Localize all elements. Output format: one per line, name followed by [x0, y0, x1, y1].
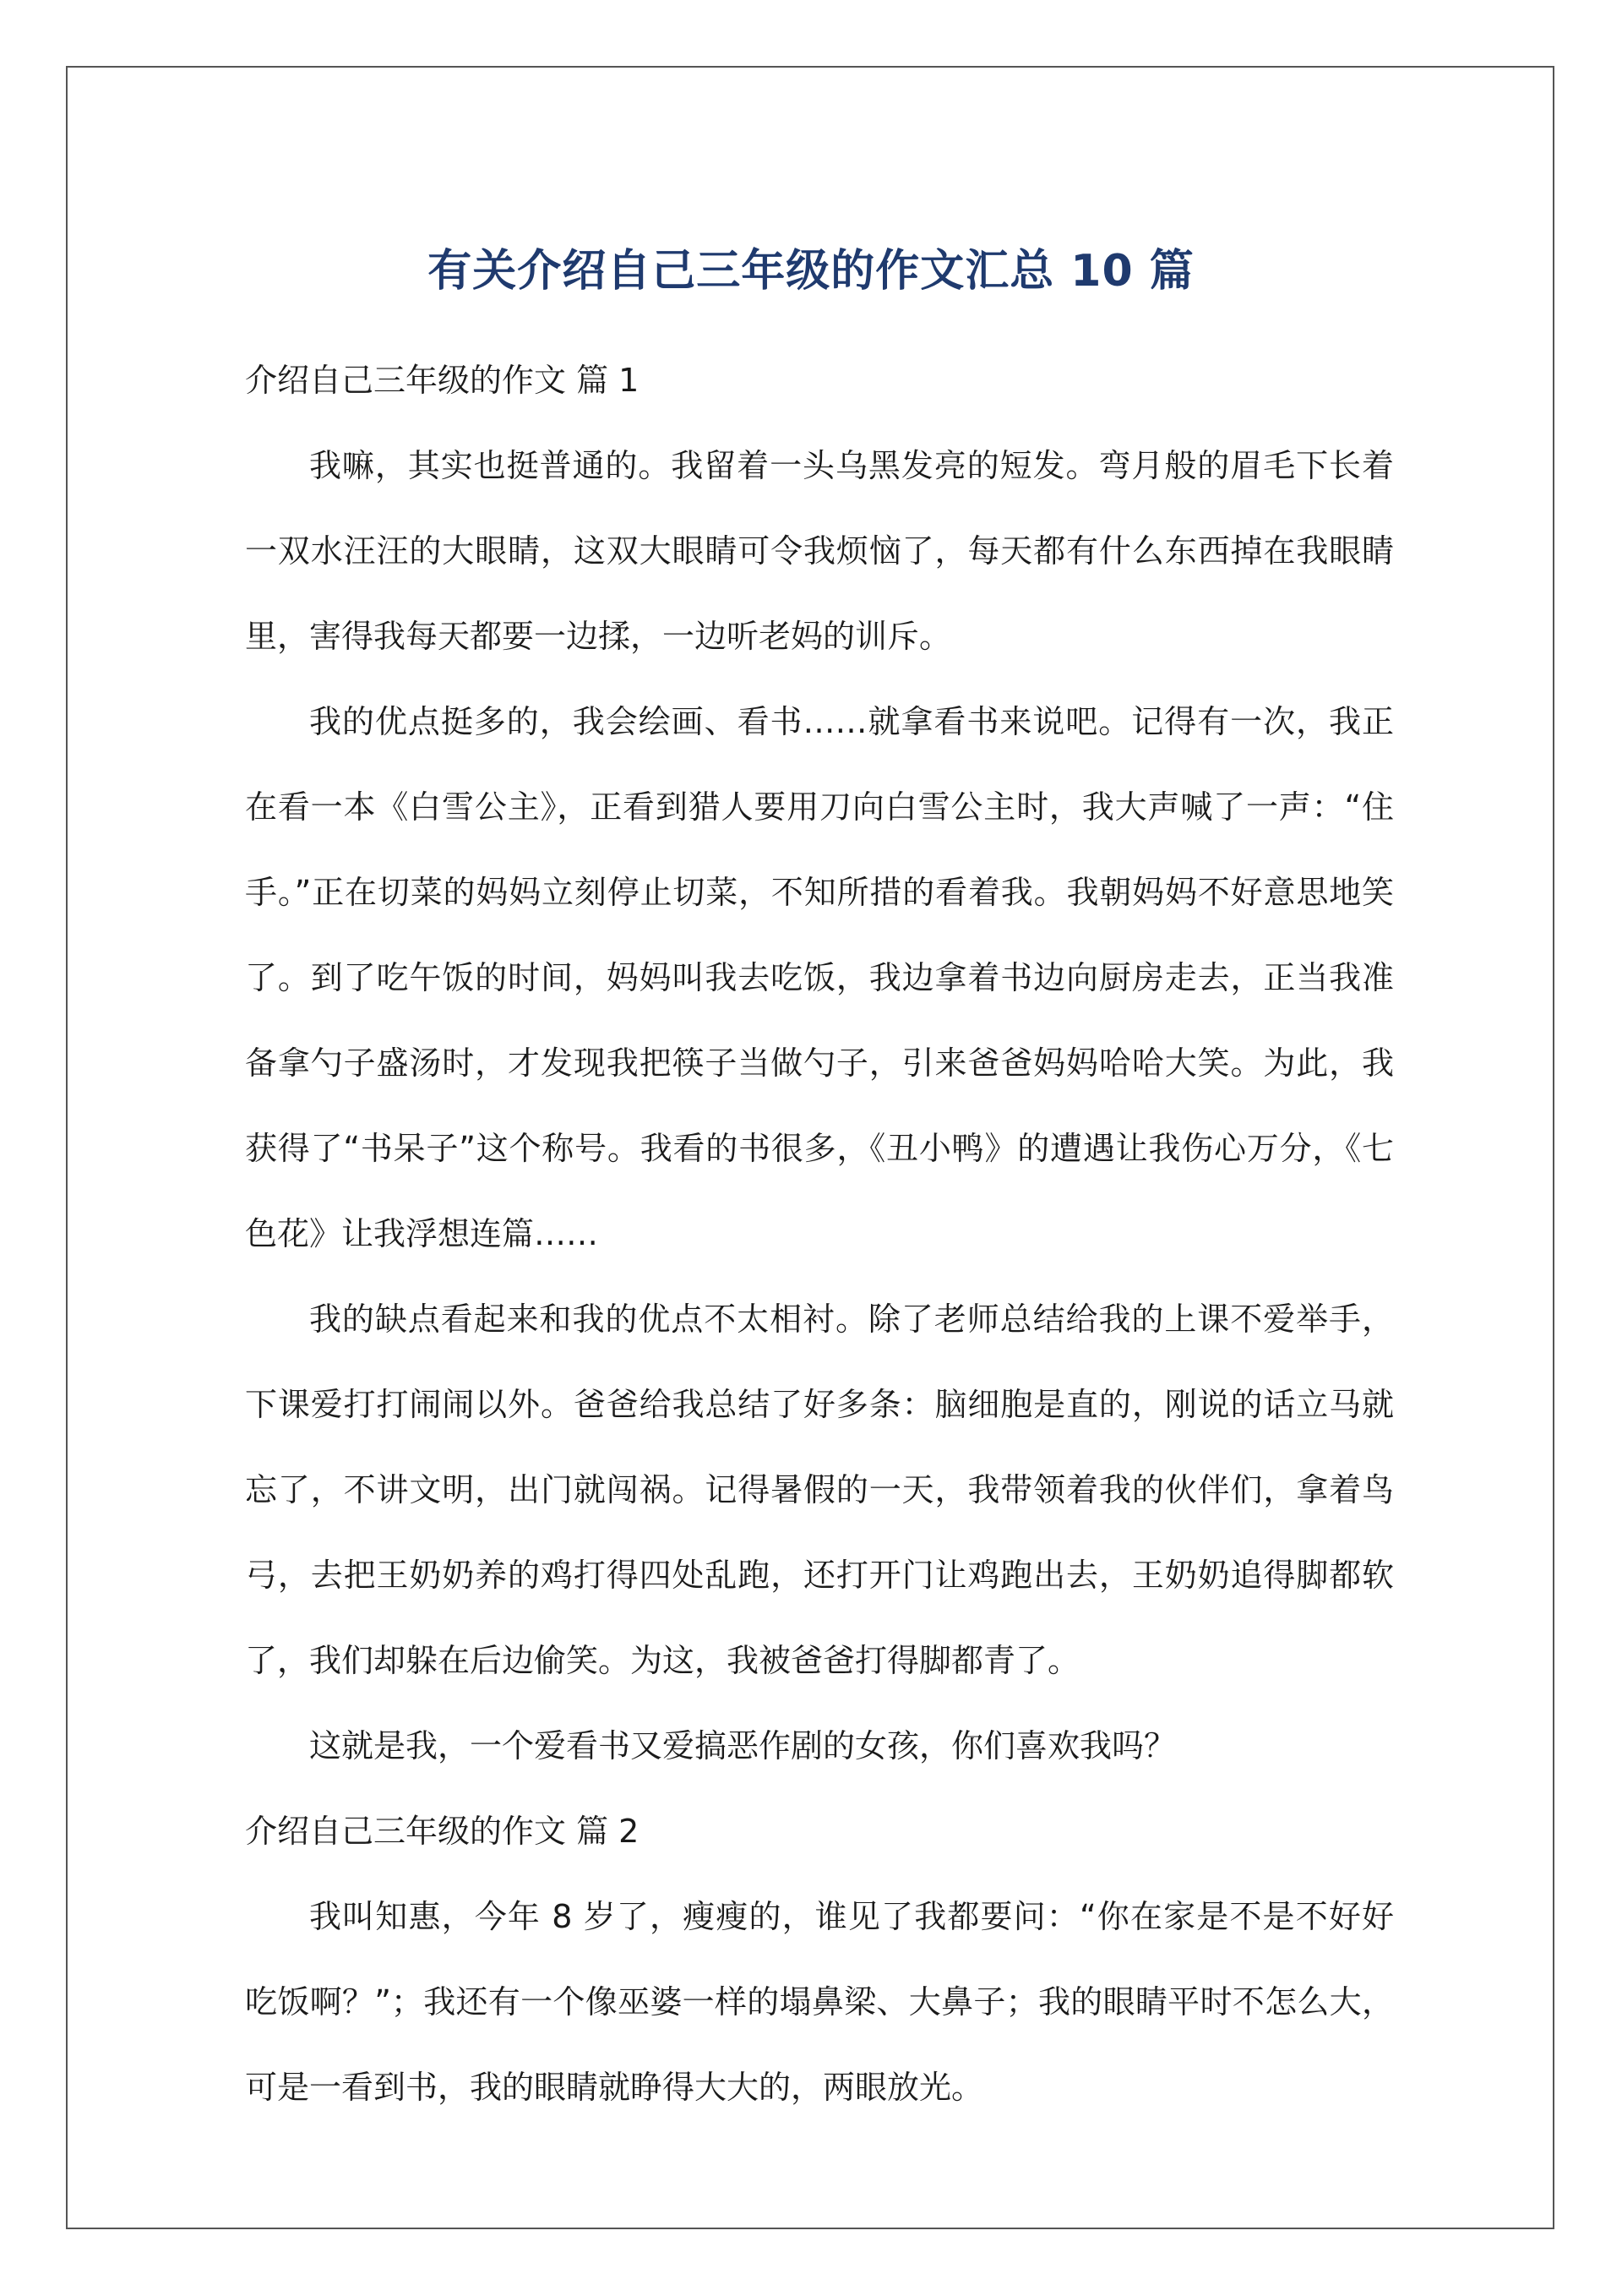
paragraph: 我叫知惠，今年 8 岁了，瘦瘦的，谁见了我都要问：“你在家是不是不好好吃饭啊？”；我还有一个像巫婆一样的塌鼻梁、大鼻子；我的眼睛平时不怎么大，可是一看到书，我的眼睛就睁得大大的，两眼放光。	[245, 1898, 1394, 2106]
document-title: 有关介绍自己三年级的作文汇总 10 篇	[427, 245, 1195, 297]
paragraph: 我嘛，其实也挺普通的。我留着一头乌黑发亮的短发。弯月般的眉毛下长着一双水汪汪的大眼睛，这双大眼睛可令我烦恼了，每天都有什么东西掉在我眼睛里，害得我每天都要一边揉，一边听老妈的训斥。	[245, 447, 1394, 655]
paragraph: 这就是我，一个爱看书又爱搞恶作剧的女孩，你们喜欢我吗？	[309, 1727, 1177, 1764]
section-heading: 介绍自己三年级的作文 篇 1	[245, 362, 640, 399]
document-body	[245, 338, 1394, 2130]
paragraph: 我的优点挺多的，我会绘画、看书……就拿看书来说吧。记得有一次，我正在看一本《白雪公主》，正看到猎人要用刀向白雪公主时，我大声喊了一声：“住手。”正在切菜的妈妈立刻停止切菜，不知所措的看着我。我朝妈妈不好意思地笑了。到了吃午饭的时间，妈妈叫我去吃饭，我边拿着书边向厨房走去，正当我准备拿勺子盛汤时，才发现我把筷子当做勺子，引来爸爸妈妈哈哈大笑。为此，我获得了“书呆子”这个称号。我看的书很多，《丑小鸭》的遭遇让我伤心万分，《七色花》让我浮想连篇……	[245, 703, 1394, 1252]
paragraph: 我的缺点看起来和我的优点不太相衬。除了老师总结给我的上课不爱举手，下课爱打打闹闹以外。爸爸给我总结了好多条：脑细胞是直的，刚说的话立马就忘了，不讲文明，出门就闯祸。记得暑假的一天，我带领着我的伙伴们，拿着鸟弓，去把王奶奶养的鸡打得四处乱跑，还打开门让鸡跑出去，王奶奶追得脚都软了，我们却躲在后边偷笑。为这，我被爸爸打得脚都青了。	[245, 1301, 1394, 1679]
section-heading: 介绍自己三年级的作文 篇 2	[245, 1813, 640, 1850]
